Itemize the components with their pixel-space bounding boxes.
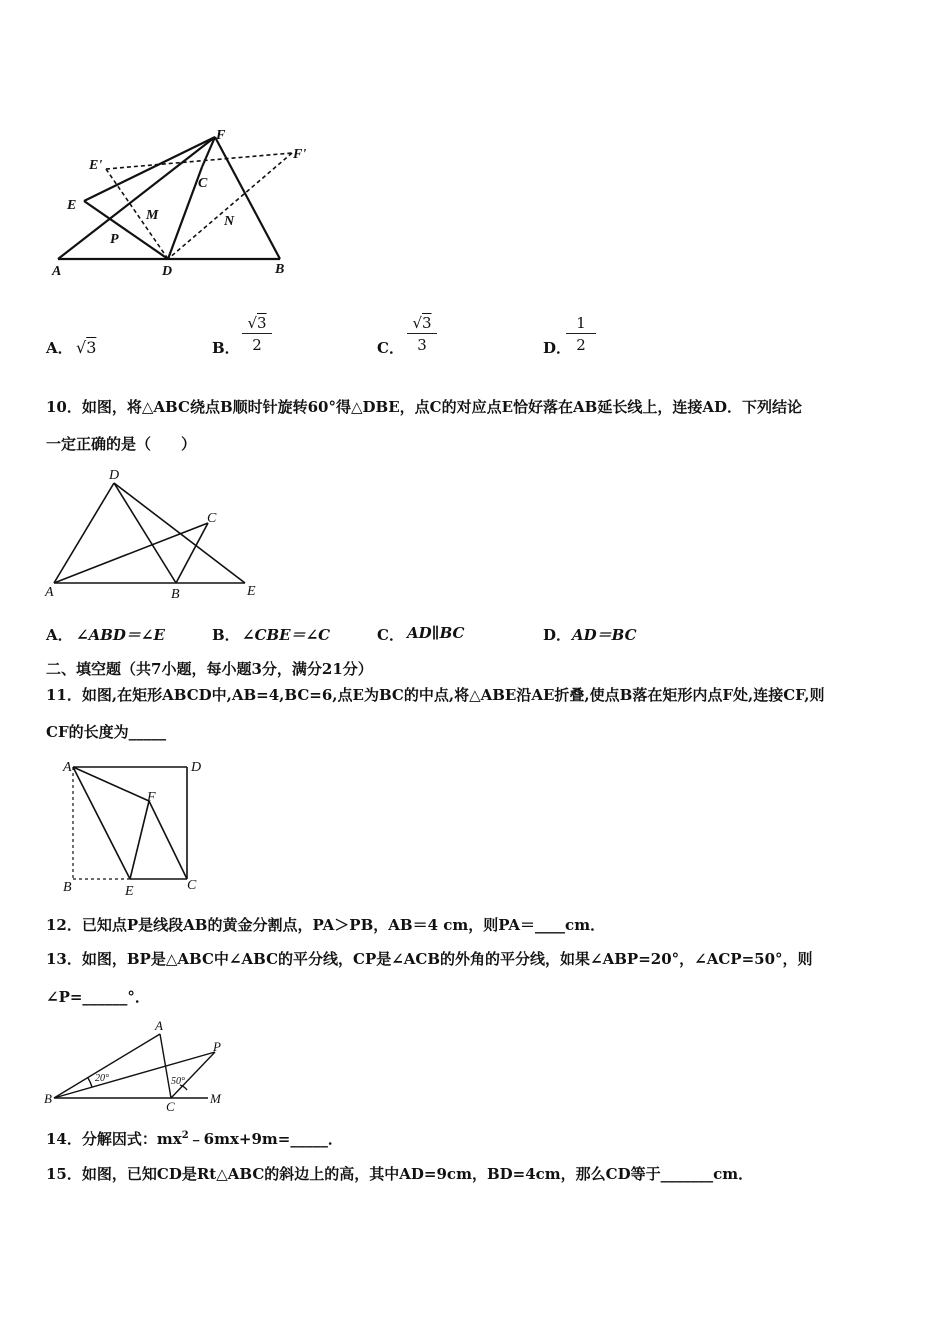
q9-label-F-prime: F' <box>293 147 307 162</box>
q11-text-line2: CF的长度为_____ <box>46 723 167 741</box>
sqrt-icon: √ <box>247 314 257 332</box>
q10-segment-AC <box>54 523 208 583</box>
q10-label-D: D <box>109 468 120 483</box>
q11-segment-AE <box>73 767 130 879</box>
q13-figure <box>40 1015 240 1115</box>
q10-segment-DB <box>114 483 176 583</box>
q9-segment-EF <box>84 137 215 201</box>
q10-text-line2: 一定正确的是（ ） <box>46 435 197 453</box>
q9-label-M: M <box>146 208 159 223</box>
q9-option-c-denominator: 3 <box>417 336 427 354</box>
q9-option-c-fraction <box>407 314 437 354</box>
q10-label-E: E <box>247 584 256 599</box>
q10-option-b-letter: B． <box>212 626 240 644</box>
q10-option-d-text: AD＝BC <box>572 626 637 644</box>
q13-label-C: C <box>166 1099 175 1114</box>
q13-angle-label-50: 50° <box>171 1076 185 1087</box>
q10-option-d-letter: D． <box>543 626 572 644</box>
q9-option-d-numerator: 1 <box>566 314 596 334</box>
q13-label-B: B <box>44 1091 52 1106</box>
q9-label-E-prime: E' <box>89 158 103 173</box>
q14-text <box>46 1128 343 1149</box>
q9-option-c-radicand: 3 <box>422 314 432 332</box>
q9-label-N: N <box>224 214 235 229</box>
q10-figure <box>40 465 265 605</box>
q9-label-A: A <box>52 264 62 279</box>
q9-option-d-denominator: 2 <box>576 336 586 354</box>
q11-label-E: E <box>125 884 134 899</box>
q14-prefix: 14．分解因式：mx <box>46 1130 182 1148</box>
q10-segment-AD <box>54 483 114 583</box>
q10-option-a-letter: A． <box>46 626 73 644</box>
q9-label-P: P <box>110 232 119 247</box>
q13-text-line1: 13．如图，BP是△ABC中∠ABC的平分线，CP是∠ACB的外角的平分线，如果∠ABP=20°，∠ACP=50°，则 <box>46 950 813 968</box>
q11-figure <box>55 755 210 900</box>
sqrt-icon: √ <box>76 338 87 357</box>
q11-segment-FE <box>130 801 149 879</box>
q9-option-b-radicand: 3 <box>257 314 267 332</box>
q10-segment-DE <box>114 483 245 583</box>
q9-label-B: B <box>275 262 285 277</box>
q10-option-a-text: ∠ABD＝∠E <box>76 626 165 644</box>
q9-label-D: D <box>162 264 173 279</box>
q9-label-F: F <box>216 128 226 143</box>
section-heading: 二、填空题（共7小题，每小题3分，满分21分） <box>46 660 373 678</box>
q11-segment-AF <box>73 767 149 801</box>
q9-figure <box>40 125 330 285</box>
q10-label-B: B <box>171 587 180 602</box>
q13-segment-BP <box>54 1052 215 1098</box>
q10-option-b-text: ∠CBE＝∠C <box>242 626 331 644</box>
q13-text-line2: ∠P=______°． <box>46 988 150 1006</box>
sqrt-icon: √ <box>412 314 422 332</box>
q9-option-a-letter: A． <box>46 339 73 357</box>
q11-text-line1: 11．如图,在矩形ABCD中,AB=4,BC=6,点E为BC的中点,将△ABE沿AE折叠,使点B落在矩形内点F处,连接CF,则 <box>46 686 825 704</box>
q10-text-line1: 10．如图，将△ABC绕点B顺时针旋转60°得△DBE，点C的对应点E恰好落在AB延长线上，连接AD．下列结论 <box>46 398 802 416</box>
q10-option-c-letter: C． <box>377 626 404 644</box>
q13-angle-label-20: 20° <box>95 1073 109 1084</box>
q15-text: 15．如图，已知CD是Rt△ABC的斜边上的高，其中AD=9cm，BD=4cm，那么CD等于_______cm． <box>46 1165 754 1183</box>
q11-label-D: D <box>191 760 202 775</box>
q9-option-a-radicand: 3 <box>86 338 97 357</box>
q10-label-A: A <box>45 585 54 600</box>
q13-label-M: M <box>210 1091 221 1106</box>
q11-segment-FC <box>149 801 187 879</box>
q10-segment-BC <box>176 523 208 583</box>
q12-text: 12．已知点P是线段AB的黄金分割点，PA＞PB，AB＝4 cm，则PA＝____cm． <box>46 916 606 934</box>
q9-option-a-value <box>76 338 96 357</box>
q9-label-C: C <box>198 176 208 191</box>
q13-segment-BA <box>54 1034 160 1098</box>
q9-option-d-fraction <box>566 314 596 354</box>
q9-option-d-letter: D． <box>543 339 572 357</box>
q10-option-c-text: AD∥BC <box>407 624 465 642</box>
q14-exponent: 2 <box>181 1130 189 1141</box>
q9-option-b-letter: B． <box>212 339 240 357</box>
q9-option-b-fraction <box>242 314 272 354</box>
q9-option-c-letter: C． <box>377 339 404 357</box>
q9-option-b-denominator: 2 <box>252 336 262 354</box>
q14-suffix: ﹣6mx+9m=_____． <box>188 1130 343 1148</box>
q11-label-F: F <box>147 790 156 805</box>
q10-label-C: C <box>207 511 217 526</box>
q11-label-C: C <box>187 878 197 893</box>
q13-label-P: P <box>213 1039 221 1054</box>
q13-label-A: A <box>155 1018 163 1033</box>
q9-dashed-E'F' <box>106 153 292 169</box>
q11-label-A: A <box>63 760 72 775</box>
q9-label-E: E <box>67 198 77 213</box>
q11-label-B: B <box>63 880 72 895</box>
q13-angle-arc-B <box>88 1078 92 1087</box>
